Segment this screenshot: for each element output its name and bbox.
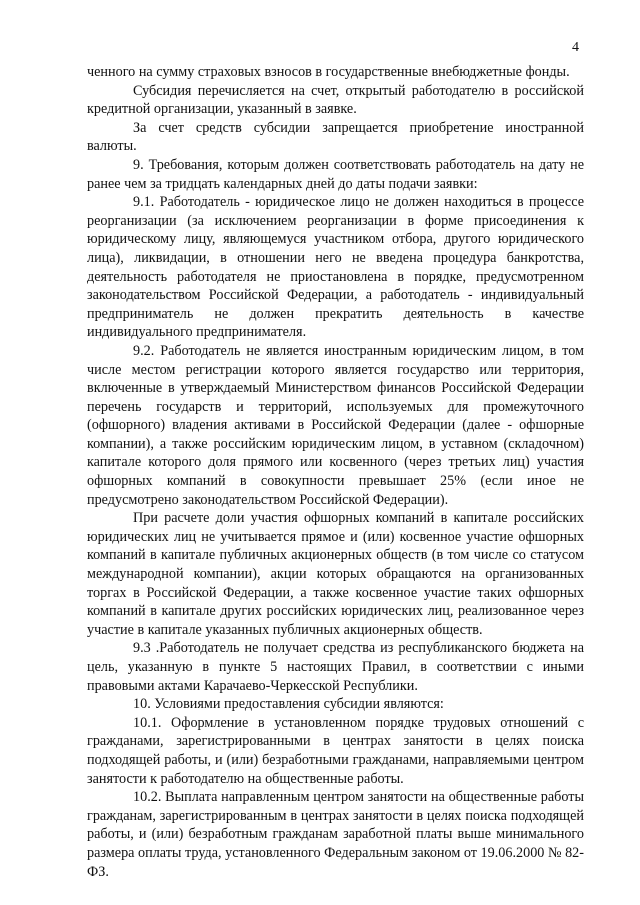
paragraph-offshore-calculation: При расчете доли участия офшорных компаний в капитале российских юридических лиц не учитывается прямое и (или) косвенное участие офшорных компаний в капитале публичных акционерных обществ (в том числе со статусом международной компании), акции которых обращаются на организованных торгах в Российской Федерации, а также косвенное участие таких офшорных компаний в капитале других российских юридических лиц, реализованное через участие в капитале указанных публичных акционерных обществ. <box>87 510 584 638</box>
paragraph-item-9: 9. Требования, которым должен соответствовать работодатель на дату не ранее чем за тридцать календарных дней до даты подачи заявки: <box>87 156 584 192</box>
paragraph-item-9-1: 9.1. Работодатель - юридическое лицо не должен находиться в процессе реорганизации (за исключением реорганизации в форме присоединения к юридическому лицу, являющемуся участником отбора, другого юридического лица), ликвидации, в отношении него не введена процедура банкротства, деятельность работодателя не приостановлена в порядке, предусмотренном законодательством Российской Федерации, а работодатель - индивидуальный предприниматель не должен прекратить деятельность в качестве индивидуального предпринимателя. <box>87 194 584 341</box>
page-number: 4 <box>572 40 579 55</box>
paragraph-item-10-2: 10.2. Выплата направленным центром занятости на общественные работы гражданам, зарегистрированным в центрах занятости в целях поиска подходящей работы, и (или) безработным гражданам заработной платы выше минимального размера оплаты труда, установленного Федеральным законом от 19.06.2000 № 82-ФЗ. <box>87 789 584 880</box>
paragraph-continuation: ченного на сумму страховых взносов в государственные внебюджетные фонды. <box>87 64 570 80</box>
paragraph-item-9-2: 9.2. Работодатель не является иностранным юридическим лицом, в том числе местом регистрации которого является государство или территория, включенные в утверждаемый Министерством финансов Российской Федерации перечень государств и территорий, используемых для промежуточного (офшорного) владения активами в Российской Федерации (далее - офшорные компании), а также российским юридическим лицом, в уставном (складочном) капитале которого доля прямого или косвенного (через третьих лиц) участия офшорных компаний в совокупности превышает 25% (если иное не предусмотрено законодательством Российской Федерации). <box>87 342 584 508</box>
paragraph-currency-ban: За счет средств субсидии запрещается приобретение иностранной валюты. <box>87 119 584 155</box>
paragraph-item-10-1: 10.1. Оформление в установленном порядке трудовых отношений с гражданами, зарегистрированными в центрах занятости в целях поиска подходящей работы, и (или) безработными гражданами, направляемыми центром занятости к работодателю на общественные работы. <box>87 714 584 787</box>
paragraph-subsidy-account: Субсидия перечисляется на счет, открытый работодателю в российской кредитной организации, указанный в заявке. <box>87 82 584 118</box>
document-body <box>87 63 584 881</box>
paragraph-item-9-3: 9.3 .Работодатель не получает средства из республиканского бюджета на цель, указанную в пункте 5 настоящих Правил, в соответствии с иными правовыми актами Карачаево-Черкесской Республики. <box>87 640 584 694</box>
paragraph-item-10: 10. Условиями предоставления субсидии являются: <box>133 696 444 713</box>
